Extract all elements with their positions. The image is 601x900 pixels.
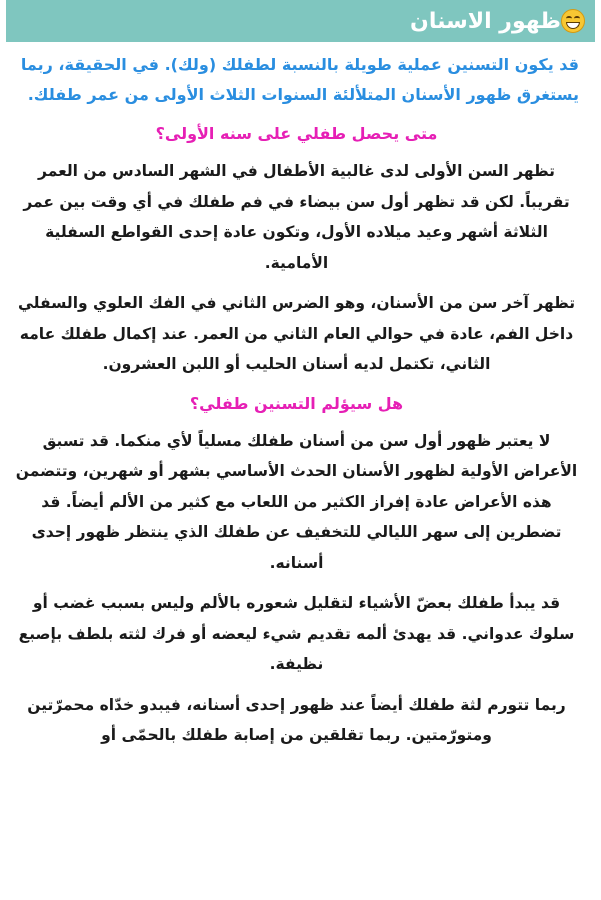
paragraph-first-tooth: تظهر السن الأولى لدى غالبية الأطفال في الشهر السادس من العمر تقريباً. لكن قد تظهر أول سن بيضاء في فم طفلك في أي وقت بين عمر الثلاثة أشهر وعيد ميلاده الأول، وتكون عادة إحدى القواطع السفلية الأمامية.	[23, 162, 570, 272]
page-title: ظهور الاسنان	[410, 8, 561, 34]
section-heading-teething-pain: هل سيؤلم التسنين طفلي؟	[189, 393, 404, 413]
paragraph-last-tooth: تظهر آخر سن من الأسنان، وهو الضرس الثاني في الفك العلوي والسفلي داخل الفم، عادة في حوالي العام الثاني من العمر. عند إكمال طفلك عامه الثاني، تكتمل لديه أسنان الحليب أو اللبن العشرون.	[17, 294, 576, 373]
paragraph-swollen-gums: ربما تتورم لثة طفلك أيضاً عند ظهور إحدى أسنانه، فيبدو خدّاه محمرّتين ومتورّمتين. ربما تقلقين من إصابة طفلك بالحمّى أو	[27, 695, 566, 744]
article-body	[14, 50, 579, 761]
section-heading-first-tooth: متى يحصل طفلي على سنه الأولى؟	[155, 124, 438, 143]
paragraph-early-symptoms: لا يعتبر ظهور أول سن من أسنان طفلك مسلياً لأي منكما. قد تسبق الأعراض الأولية لظهور الأسنان الحدث الأساسي بشهر أو شهرين، وتتضمن هذه الأعراض عادة إفراز الكثير من اللعاب مع كثير من الألم أيضاً. قد تضطرين إلى سهر الليالي للتخفيف عن طفلك الذي ينتظر ظهور إحدى أسنانه.	[15, 431, 578, 572]
header-bar	[6, 0, 595, 42]
grinning-face-icon	[561, 9, 585, 33]
paragraph-biting: قد يبدأ طفلك بعضّ الأشياء لتقليل شعوره بالألم وليس بسبب غضب أو سلوك عدواني. قد يهدئ ألمه تقديم شيء ليعضه أو فرك لثته بلطف بإصبع نظيفة.	[18, 594, 575, 673]
intro-paragraph: قد يكون التسنين عملية طويلة بالنسبة لطفلك (ولك). في الحقيقة، ربما يستغرق ظهور الأسنان المتلألئة السنوات الثلاث الأولى من عمر طفلك.	[20, 55, 579, 104]
